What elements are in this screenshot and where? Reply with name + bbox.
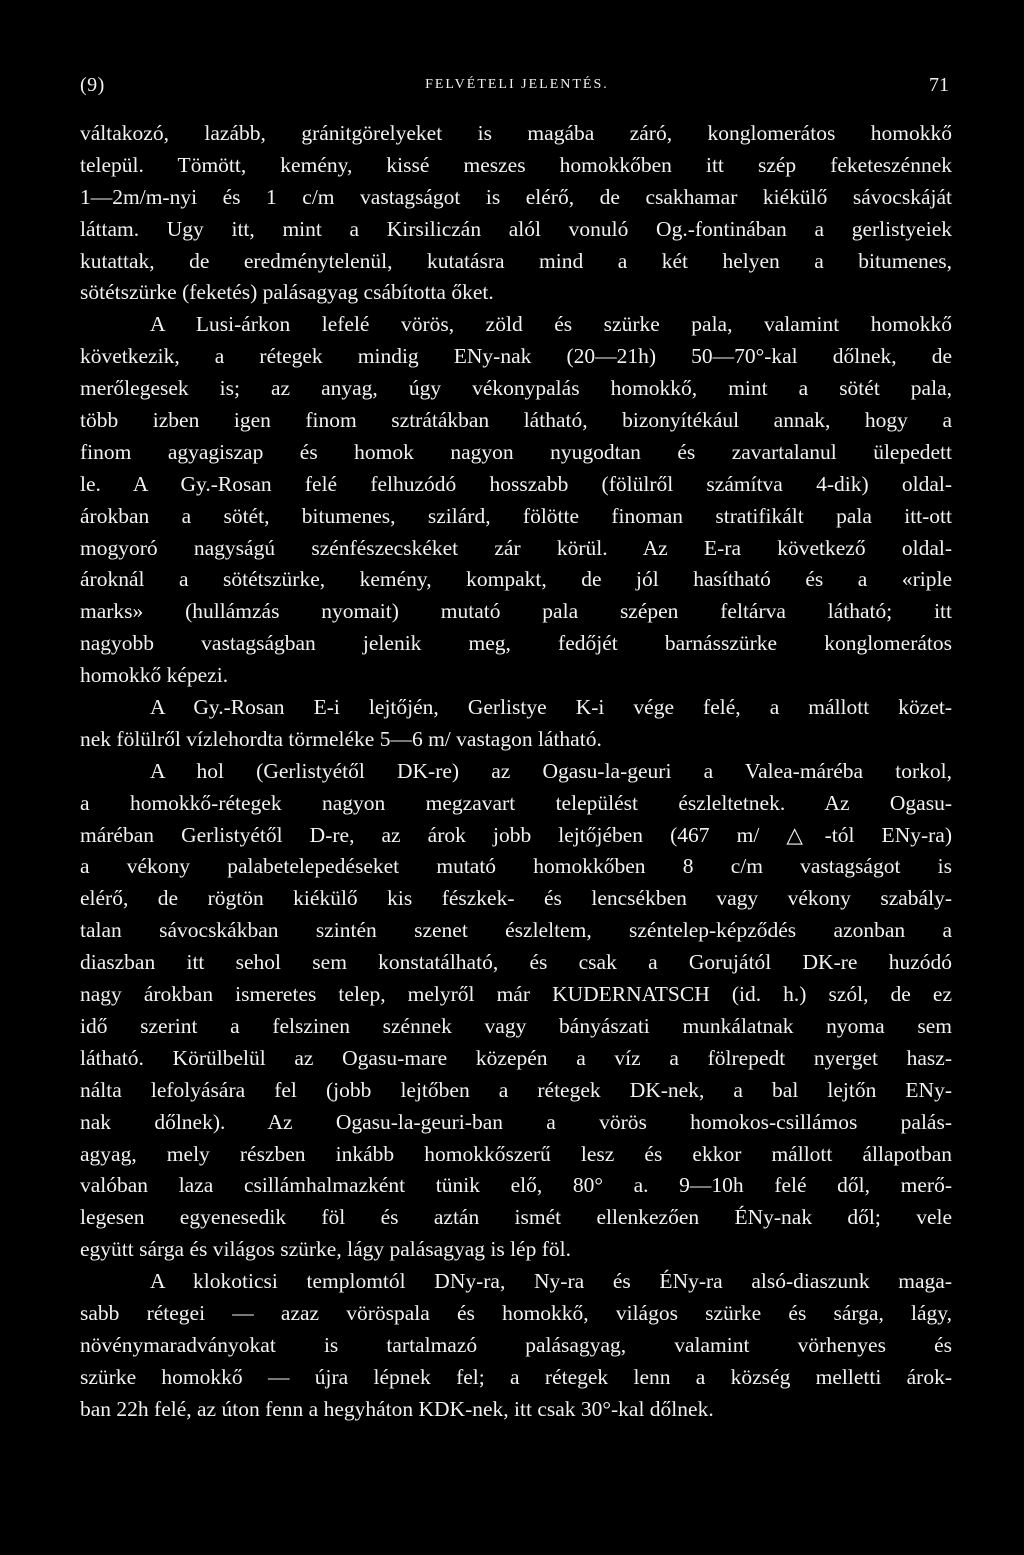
paragraph: [80, 692, 952, 756]
text-line: a homokkő-rétegek nagyon megzavart települést észleltetnek. Az Ogasu-: [80, 790, 952, 815]
text-line: ban 22h felé, az úton fenn a hegyháton KDK-nek, itt csak 30°-kal dőlnek.: [80, 1396, 714, 1421]
page-number: 71: [928, 73, 949, 96]
text-line: A klokoticsi templomtól DNy-ra, Ny-ra és ÉNy-ra alsó-diaszunk maga-: [150, 1269, 952, 1294]
body-text: [80, 118, 952, 1426]
text-line: nek fölülről vízlehordta törmeléke 5—6 m/ vastagon látható.: [80, 726, 602, 751]
text-line: A Gy.-Rosan E-i lejtőjén, Gerlistye K-i vége felé, a mállott közet-: [150, 695, 952, 720]
text-line: láttam. Ugy itt, mint a Kirsiliczán alól vonuló Og.-fontinában a gerlistyeiek: [80, 216, 952, 241]
paragraph: [80, 1266, 952, 1425]
text-line: marks» (hullámzás nyomait) mutató pala szépen feltárva látható; itt: [80, 599, 952, 624]
page-header: [80, 68, 949, 102]
text-line: 1—2m/m-nyi és 1 c/m vastagságot is elérő, de csakhamar kiékülő sávocskáját: [80, 184, 952, 209]
text-line: valóban laza csillámhalmazként tünik elő, 80° a. 9—10h felé dől, merő-: [80, 1173, 952, 1198]
text-line: homokkő képezi.: [80, 663, 229, 688]
page-reference: (9): [80, 73, 105, 96]
text-line: talan sávocskákban szintén szenet észleltem, széntelep-képződés azonban a: [80, 918, 952, 943]
text-line: A Lusi-árkon lefelé vörös, zöld és szürke pala, valamint homokkő: [150, 312, 952, 337]
text-line: árokban a sötét, bitumenes, szilárd, fölötte finoman stratifikált pala itt-ott: [80, 503, 952, 528]
text-line: mogyoró nagyságú szénfészecskéket zár körül. Az E-ra következő oldal-: [80, 535, 952, 560]
text-line: növénymaradványokat is tartalmazó palásagyag, valamint vörhenyes és: [80, 1332, 952, 1357]
text-line: le. A Gy.-Rosan felé felhuzódó hosszabb (fölülről számítva 4-dik) oldal-: [80, 471, 952, 496]
text-line: A hol (Gerlistyétől DK-re) az Ogasu-la-geuri a Valea-máréba torkol,: [150, 758, 952, 783]
text-line: együtt sárga és világos szürke, lágy palásagyag is lép föl.: [80, 1237, 571, 1262]
text-line: diaszban itt sehol sem konstatálható, és csak a Gorujától DK-re huzódó: [80, 950, 952, 975]
paragraph: [80, 756, 952, 1266]
text-line: települ. Tömött, kemény, kissé meszes homokkőben itt szép feketeszénnek: [80, 152, 952, 177]
text-line: merőlegesek is; az anyag, úgy vékonypalás homokkő, mint a sötét pala,: [80, 376, 952, 401]
text-line: nagyobb vastagságban jelenik meg, fedőjét barnásszürke konglomerátos: [80, 631, 952, 656]
text-line: agyag, mely részben inkább homokkőszerű lesz és ekkor mállott állapotban: [80, 1141, 952, 1166]
text-line: a vékony palabetelepedéseket mutató homokkőben 8 c/m vastagságot is: [80, 854, 952, 879]
text-line: elérő, de rögtön kiékülő kis fészkek- és lencsékben vagy vékony szabály-: [80, 886, 952, 911]
text-line: nálta lefolyására fel (jobb lejtőben a rétegek DK-nek, a bal lejtőn ENy-: [80, 1077, 952, 1102]
paragraph: [80, 309, 952, 692]
text-line: nagy árokban ismeretes telep, melyről már KUDERNATSCH (id. h.) szól, de ez: [80, 982, 952, 1007]
paragraph: [80, 118, 952, 309]
text-line: kutattak, de eredménytelenül, kutatásra mind a két helyen a bitumenes,: [80, 248, 952, 273]
text-line: látható. Körülbelül az Ogasu-mare közepén a víz a fölrepedt nyerget hasz-: [80, 1045, 952, 1070]
text-line: váltakozó, lazább, gránitgörelyeket is magába záró, konglomerátos homokkő: [80, 121, 952, 145]
text-line: sötétszürke (feketés) palásagyag csábította őket.: [80, 280, 494, 305]
text-line: idő szerint a felszinen szénnek vagy bányászati munkálatnak nyoma sem: [80, 1013, 952, 1038]
text-line: máréban Gerlistyétől D-re, az árok jobb lejtőjében (467 m/ △-tól ENy-ra): [80, 822, 952, 847]
text-line: több izben igen finom sztrátákban látható, bizonyítékául annak, hogy a: [80, 408, 952, 433]
text-line: következik, a rétegek mindig ENy-nak (20—21h) 50—70°-kal dőlnek, de: [80, 344, 952, 369]
text-line: nak dőlnek). Az Ogasu-la-geuri-ban a vörös homokos-csillámos palás-: [80, 1109, 952, 1134]
text-line: legesen egyenesedik föl és aztán ismét ellenkezően ÉNy-nak dől; vele: [80, 1205, 952, 1230]
running-title: FELVÉTELI JELENTÉS.: [425, 77, 609, 92]
text-line: sabb rétegei — azaz vöröspala és homokkő, világos szürke és sárga, lágy,: [80, 1300, 952, 1325]
text-line: finom agyagiszap és homok nagyon nyugodtan és zavartalanul ülepedett: [80, 439, 952, 464]
text-line: ároknál a sötétszürke, kemény, kompakt, de jól hasítható és a «riple: [80, 567, 952, 592]
text-line: szürke homokkő — újra lépnek fel; a rétegek lenn a község melletti árok-: [80, 1364, 952, 1389]
